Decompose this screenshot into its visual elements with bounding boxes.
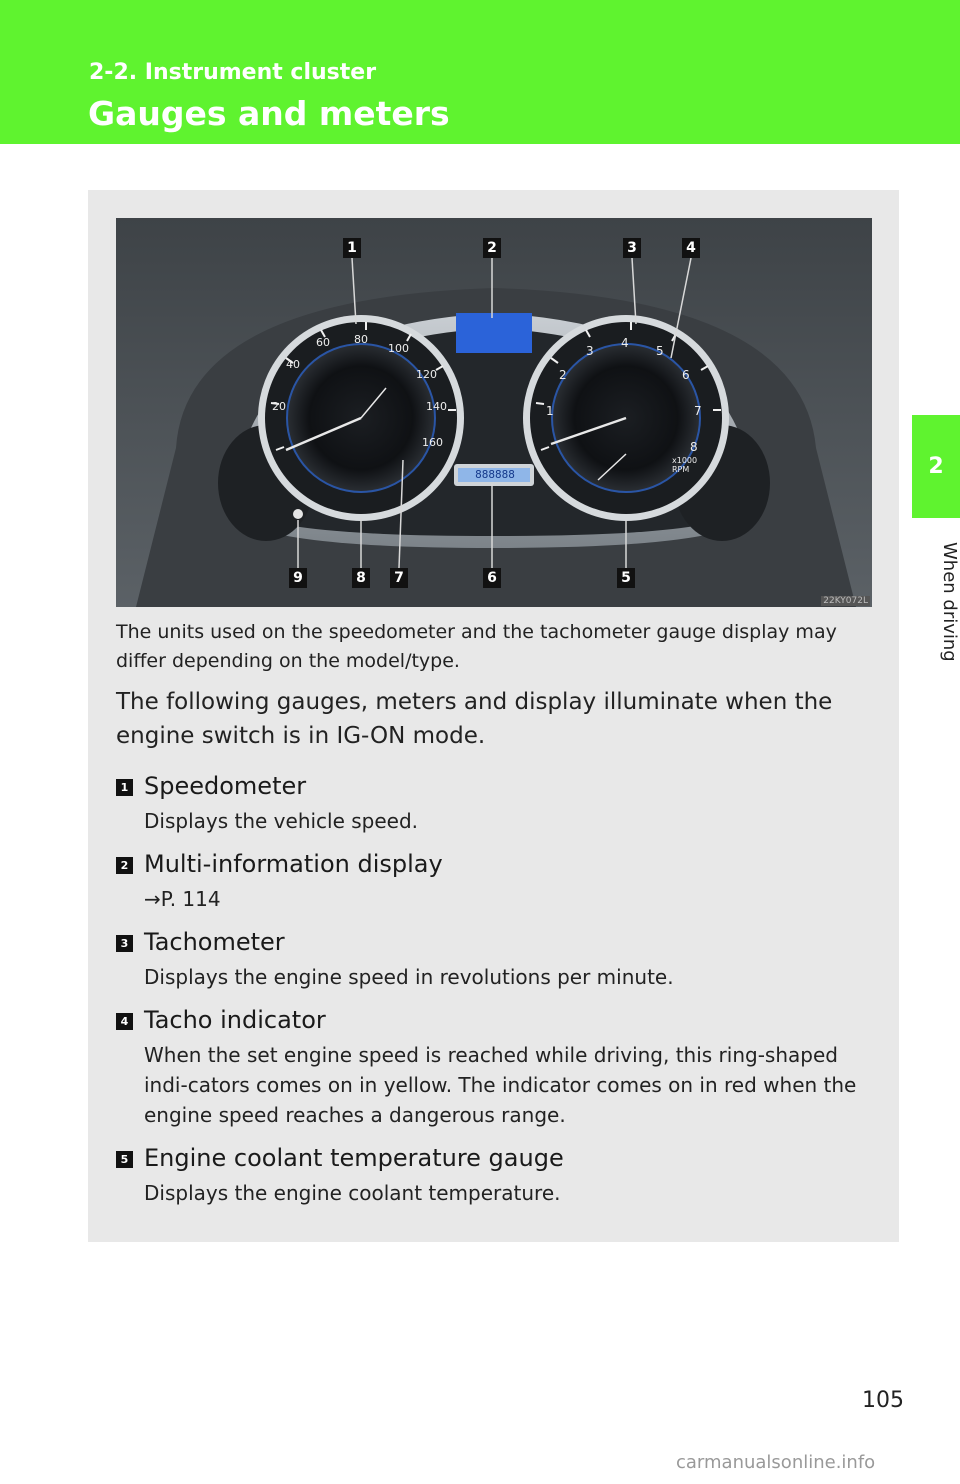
tacho-mark-3: 3 — [586, 344, 594, 358]
callout-2: 2 — [483, 238, 501, 258]
page-title: Gauges and meters — [88, 94, 450, 133]
item-description: Displays the vehicle speed. — [144, 809, 419, 833]
item-number-badge: 5 — [116, 1151, 133, 1168]
callout-5: 5 — [617, 568, 635, 588]
tacho-mark-7: 7 — [694, 404, 702, 418]
item-number-badge: 3 — [116, 935, 133, 952]
chapter-tab[interactable] — [912, 415, 960, 518]
odometer-display: 888888 — [475, 468, 515, 481]
item-description: Displays the engine coolant temperature. — [144, 1181, 561, 1205]
item-name: Multi-information display — [144, 850, 443, 878]
section-title: 2-2. Instrument cluster — [89, 60, 377, 85]
callout-7: 7 — [390, 568, 408, 588]
speedo-mark-20: 20 — [272, 400, 286, 413]
tacho-mark-6: 6 — [682, 368, 690, 382]
chapter-tab-label: When driving — [939, 542, 960, 662]
callout-3: 3 — [623, 238, 641, 258]
speedo-mark-160: 160 — [422, 436, 443, 449]
callout-4: 4 — [682, 238, 700, 258]
item-description: Displays the engine speed in revolutions per minute. — [144, 965, 674, 989]
cluster-illustration — [116, 218, 872, 607]
tacho-mark-8: 8 — [690, 440, 698, 454]
callout-6: 6 — [483, 568, 501, 588]
tacho-mark-2: 2 — [559, 368, 567, 382]
item-name: Engine coolant temperature gauge — [144, 1144, 564, 1172]
speedo-mark-100: 100 — [388, 342, 409, 355]
figure-code: 22KY072L — [823, 596, 868, 606]
list-item — [116, 846, 868, 914]
speedo-mark-80: 80 — [354, 333, 368, 346]
watermark-text: carmanualsonline.info — [676, 1452, 876, 1473]
tacho-mark-5: 5 — [656, 344, 664, 358]
item-name: Tachometer — [144, 928, 285, 956]
item-page-reference[interactable]: →P. 114 — [144, 887, 221, 911]
chapter-header — [0, 0, 960, 144]
speedo-mark-40: 40 — [286, 358, 300, 371]
item-number-badge: 2 — [116, 857, 133, 874]
item-name: Tacho indicator — [144, 1006, 326, 1034]
tacho-mark-4: 4 — [621, 336, 629, 350]
chapter-tab-number: 2 — [928, 454, 944, 479]
tacho-unit: x1000 RPM — [672, 456, 698, 474]
callout-9: 9 — [289, 568, 307, 588]
callout-8: 8 — [352, 568, 370, 588]
item-number-badge: 4 — [116, 1013, 133, 1030]
list-item — [116, 1140, 868, 1208]
tacho-mark-1: 1 — [546, 404, 554, 418]
callout-1: 1 — [343, 238, 361, 258]
list-item — [116, 1002, 868, 1130]
units-note: The units used on the speedometer and the tachometer gauge display may differ depending on the model/type. — [116, 621, 837, 672]
speedo-mark-60: 60 — [316, 336, 330, 349]
list-item — [116, 924, 868, 992]
page-number: 105 — [862, 1388, 904, 1413]
intro-paragraph: The following gauges, meters and display illuminate when the engine switch is in IG-ON mode. — [116, 689, 833, 749]
speedo-mark-120: 120 — [416, 368, 437, 381]
gauge-list — [116, 768, 868, 1208]
list-item — [116, 768, 868, 836]
item-description: When the set engine speed is reached while driving, this ring-shaped indi-cators comes on in yellow. The indicator comes on in red when the engine speed reaches a dangerous range. — [144, 1043, 857, 1127]
item-number-badge: 1 — [116, 779, 133, 796]
instrument-cluster-figure — [116, 218, 872, 607]
speedo-mark-140: 140 — [426, 400, 447, 413]
item-name: Speedometer — [144, 772, 307, 800]
